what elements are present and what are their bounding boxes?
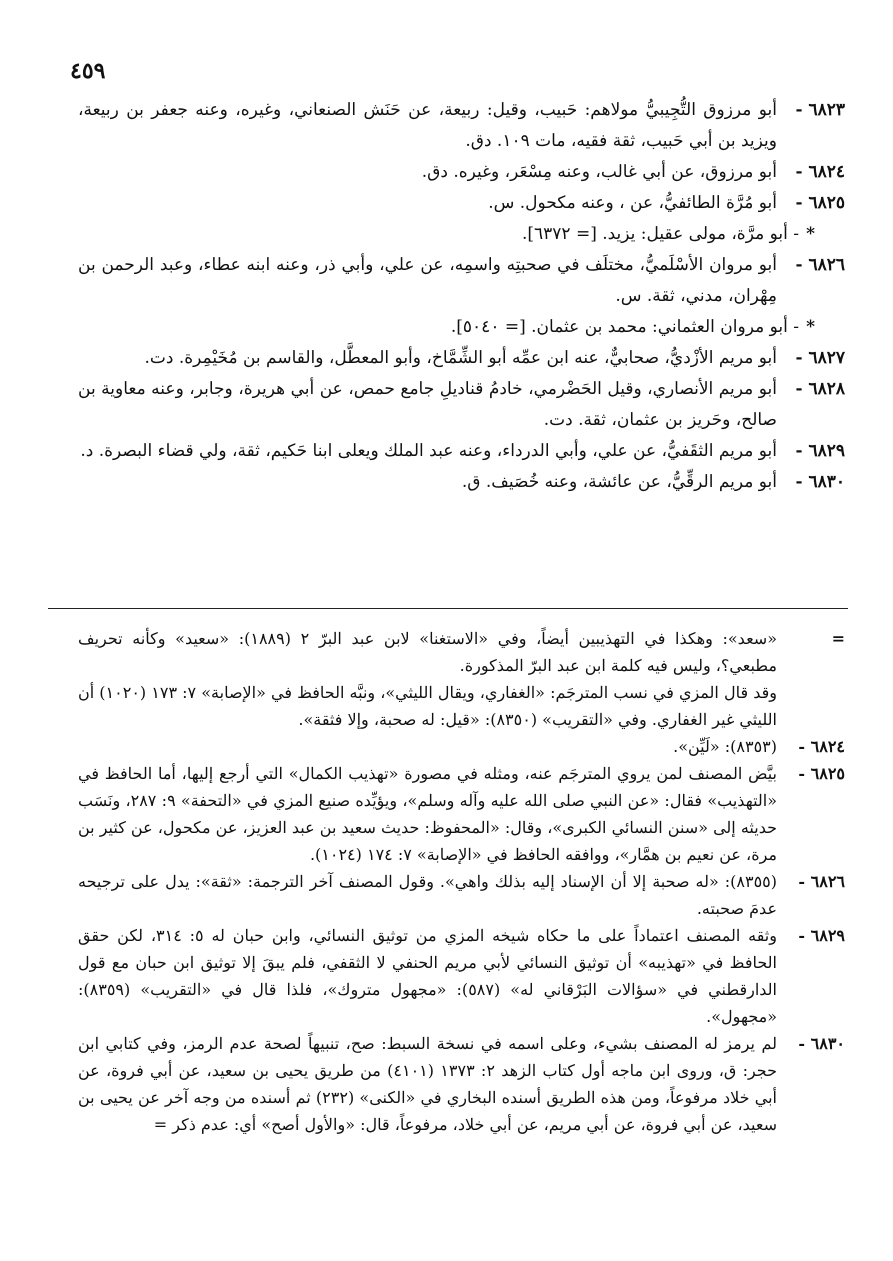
entry [78,188,845,219]
entry-number: ٦٨٢٥ - [795,193,845,213]
footnote-divider [48,608,848,609]
footnote-number: = [831,629,845,648]
footnote-text: وقد قال المزي في نسب المترجَم: «الغفاري، ويقال الليثي»، ونبَّه الحافظ في «الإصابة» ٧: ١٧٣ (١٠٢٠) أن الليثي غير الغفاري. وفي «التقريب» (٨٣٥٠): «قيل: له صحبة، وإلا فثقة». [78,683,777,729]
footnote [78,922,845,1030]
entry-text: أبو مريم الأنصاري، وقيل الحَضْرمي، خادمُ قناديلِ جامع حمص، عن أبي هريرة، وجابر، وعنه معاوية بن صالح، وحَريز بن عثمان، ثقة. دت. [78,379,777,430]
footnote-text: (٨٣٥٥): «له صحبة إلا أن الإسناد إليه بذلك واهي». وقول المصنف آخر الترجمة: «ثقة»: يدل على ترجيحه عدمَ صحبته. [78,872,777,918]
entry-number: ٦٨٣٠ - [795,472,845,492]
entry-number: ٦٨٢٩ - [795,441,845,461]
footnote-number: ٦٨٢٩ - [798,926,845,945]
entry-text: أبو مرزوق التُّجِيبيُّ مولاهم: حَبيب، وقيل: ربيعة، عن حَنَش الصنعاني، وغيره، وعنه جعفر بن ربيعة، ويزيد بن أبي حَبيب، ثقة فقيه، مات ١٠٩. دق. [78,100,777,151]
footnote-text: (٨٣٥٣): «لَيِّن». [673,737,777,756]
reference-text: - أبو مرَّة، مولى عقيل: يزيد. [= ٦٣٧٢]. [521,224,799,244]
footnote-text: «سعد»: وهكذا في التهذيبين أيضاً، وفي «الاستغنا» لابن عبد البرّ ٢ (١٨٨٩): «سعيد» وكأنه تحريف مطبعي؟، وليس فيه كلمة ابن عبد البرّ المذكورة. [78,629,777,675]
footnote-number: ٦٨٢٦ - [798,872,845,891]
entry [78,95,845,157]
footnote-number: ٦٨٢٥ - [798,764,845,783]
footnote [78,679,845,733]
entry [78,250,845,312]
footnote-text: لم يرمز له المصنف بشيء، وعلى اسمه في نسخة السبط: صح، تنبيهاً لصحة عدم الرمز، وفي كتابي ابن حجر: ق، وروى ابن ماجه أول كتاب الزهد ٢: ١٣٧٣ (٤١٠١) من طريق يحيى بن سعيد، عن أبي فروة، عن أبي خلاد مرفوعاً، ومن هذه الطريق أسنده البخاري في «الكنى» (٢٣٢) ثم أسنده من وجه آخر عن يحيى بن سعيد، عن أبي فروة، عن أبي مريم، عن أبي خلاد، مرفوعاً، قال: «والأول أصح» أي: عدم ذكر = [78,1034,778,1134]
footnote [78,733,845,760]
footnote [78,760,845,868]
entry [78,157,845,188]
footnote-text: بيَّض المصنف لمن يروي المترجَم عنه، ومثله في مصورة «تهذيب الكمال» التي أرجع إليها، أما الحافظ في «التهذيب» فقال: «عن النبي صلى الله عليه وآله وسلم»، ويؤيِّده صنيع المزي في «التحفة» ٩: ٢٨٧، ونَسَب حديثه إلى «سنن النسائي الكبرى»، وقال: «المحفوظ: حديث سعيد بن عبد العزيز، عن مكحول، عن كثير بن مرة، عن نعيم بن همَّار»، ووافقه الحافظ في «الإصابة» ٧: ١٧٤ (١٠٢٤). [78,764,777,864]
entry [78,374,845,436]
cross-reference [78,312,845,343]
entry-text: أبو مريم الرقِّيُّ، عن عائشة، وعنه خُصَيف. ق. [461,472,777,492]
entry-text: أبو مريم الأزْديُّ، صحابيٌّ، عنه ابن عمِّه أبو الشِّمَّاخ، وأبو المعطَّل، والقاسم بن مُخَيْمِرة. دت. [144,348,777,368]
star-marker: * [806,317,815,337]
footnote-number: ٦٨٣٠ - [798,1034,845,1053]
entry-number: ٦٨٢٦ - [795,255,845,275]
footnotes [78,625,845,1138]
entry-text: أبو مريم الثقَفيُّ، عن علي، وأبي الدرداء، وعنه عبد الملك ويعلى ابنا حَكيم، ثقة، ولي قضاء البصرة. د. [80,441,777,461]
footnote [78,868,845,922]
cross-reference [78,219,845,250]
entry-number: ٦٨٢٨ - [795,379,845,399]
entry [78,467,845,498]
footnote [78,625,845,679]
star-marker: * [806,224,815,244]
entry-text: أبو مُرَّة الطائفيُّ، عن ، وعنه مكحول. س. [488,193,777,213]
footnote-text: وثقه المصنف اعتماداً على ما حكاه شيخه المزي من توثيق النسائي، وابن حبان له ٥: ٣١٤، لكن حقق الحافظ في «تهذيبه» أن توثيق النسائي لأبي مريم الحنفي لا الثقفي، فلم يبقَ إلا توثيق ابن حبان مع قول الدارقطني في «سؤالات البَرْقاني له» (٥٨٧): «مجهول متروك»، فلذا قال في «التقريب» (٨٣٥٩): «مجهول». [78,926,778,1026]
entry-number: ٦٨٢٧ - [795,348,845,368]
footnote [78,1030,845,1138]
main-text [78,95,845,498]
entry-number: ٦٨٢٤ - [795,162,845,182]
entry-text: أبو مروان الأسْلَميُّ، مختلَف في صحبتِه واسمِه، عن علي، وأبي ذر، وعنه ابنه عطاء، وعبد الرحمن بن مِهْران، مدني، ثقة. س. [78,255,777,306]
footnote-number: ٦٨٢٤ - [798,737,845,756]
reference-text: - أبو مروان العثماني: محمد بن عثمان. [= ٥٠٤٠]. [450,317,799,337]
entry-text: أبو مرزوق، عن أبي غالب، وعنه مِسْعَر، وغيره. دق. [421,162,777,182]
entry [78,436,845,467]
entry [78,343,845,374]
page-number: ٤٥٩ [70,58,106,84]
entry-number: ٦٨٢٣ - [795,100,845,120]
